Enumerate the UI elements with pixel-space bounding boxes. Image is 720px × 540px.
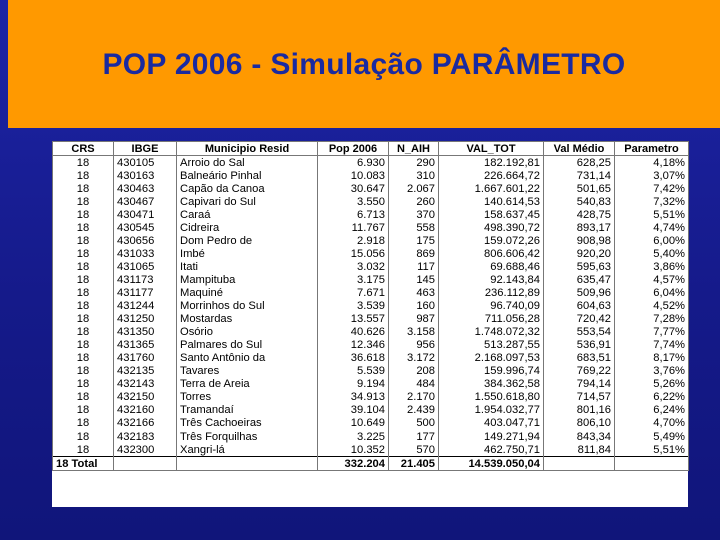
cell-n-aih: 869 bbox=[389, 247, 439, 260]
cell-val-medio: 540,83 bbox=[544, 195, 615, 208]
cell-pop: 10.352 bbox=[318, 443, 389, 457]
table-row bbox=[53, 365, 689, 378]
cell-crs: 18 bbox=[53, 391, 114, 404]
cell-val-tot: 69.688,46 bbox=[439, 260, 544, 273]
cell-ibge: 431350 bbox=[114, 326, 177, 339]
header-pop: Pop 2006 bbox=[318, 142, 389, 156]
cell-municipio: Três Forquilhas bbox=[177, 430, 318, 443]
cell-ibge: 430467 bbox=[114, 195, 177, 208]
cell-ibge: 432183 bbox=[114, 430, 177, 443]
cell-n-aih: 3.158 bbox=[389, 326, 439, 339]
cell-val-medio bbox=[544, 457, 615, 471]
cell-crs: 18 bbox=[53, 430, 114, 443]
cell-municipio: Xangri-lá bbox=[177, 443, 318, 457]
header-municipio: Municipio Resid bbox=[177, 142, 318, 156]
cell-n-aih: 558 bbox=[389, 221, 439, 234]
cell-crs: 18 bbox=[53, 417, 114, 430]
table-row bbox=[53, 234, 689, 247]
cell-val-medio: 843,34 bbox=[544, 430, 615, 443]
cell-pop: 3.550 bbox=[318, 195, 389, 208]
cell-municipio bbox=[177, 457, 318, 471]
cell-val-medio: 683,51 bbox=[544, 352, 615, 365]
cell-parametro: 5,40% bbox=[615, 247, 689, 260]
cell-crs: 18 bbox=[53, 404, 114, 417]
cell-val-tot: 462.750,71 bbox=[439, 443, 544, 457]
cell-val-medio: 509,96 bbox=[544, 286, 615, 299]
cell-pop: 2.918 bbox=[318, 234, 389, 247]
table-row bbox=[53, 443, 689, 457]
cell-val-tot: 1.550.618,80 bbox=[439, 391, 544, 404]
cell-n-aih: 117 bbox=[389, 260, 439, 273]
cell-n-aih: 370 bbox=[389, 208, 439, 221]
cell-municipio: Capivari do Sul bbox=[177, 195, 318, 208]
cell-parametro: 6,04% bbox=[615, 286, 689, 299]
cell-pop: 3.175 bbox=[318, 273, 389, 286]
cell-n-aih: 21.405 bbox=[389, 457, 439, 471]
cell-n-aih: 500 bbox=[389, 417, 439, 430]
cell-crs: 18 bbox=[53, 352, 114, 365]
header-parametro: Parametro bbox=[615, 142, 689, 156]
cell-crs: 18 bbox=[53, 221, 114, 234]
cell-crs: 18 bbox=[53, 208, 114, 221]
cell-parametro: 7,28% bbox=[615, 313, 689, 326]
cell-ibge: 431250 bbox=[114, 313, 177, 326]
cell-parametro: 7,77% bbox=[615, 326, 689, 339]
cell-n-aih: 570 bbox=[389, 443, 439, 457]
header-ibge: IBGE bbox=[114, 142, 177, 156]
cell-ibge: 431033 bbox=[114, 247, 177, 260]
slide-title: POP 2006 - Simulação PARÂMETRO bbox=[102, 48, 626, 81]
cell-ibge: 431065 bbox=[114, 260, 177, 273]
cell-municipio: Imbé bbox=[177, 247, 318, 260]
table-row bbox=[53, 273, 689, 286]
cell-val-tot: 403.047,71 bbox=[439, 417, 544, 430]
population-table bbox=[52, 141, 689, 471]
table-row bbox=[53, 221, 689, 234]
cell-pop: 30.647 bbox=[318, 182, 389, 195]
cell-municipio: Caraá bbox=[177, 208, 318, 221]
cell-crs: 18 bbox=[53, 378, 114, 391]
cell-n-aih: 160 bbox=[389, 300, 439, 313]
cell-val-medio: 769,22 bbox=[544, 365, 615, 378]
table-row bbox=[53, 404, 689, 417]
cell-val-medio: 893,17 bbox=[544, 221, 615, 234]
cell-val-tot: 14.539.050,04 bbox=[439, 457, 544, 471]
cell-crs: 18 bbox=[53, 326, 114, 339]
total-label: 18 Total bbox=[53, 457, 114, 471]
cell-pop: 34.913 bbox=[318, 391, 389, 404]
cell-val-medio: 801,16 bbox=[544, 404, 615, 417]
cell-val-tot: 159.996,74 bbox=[439, 365, 544, 378]
cell-val-tot: 226.664,72 bbox=[439, 169, 544, 182]
cell-n-aih: 2.170 bbox=[389, 391, 439, 404]
cell-val-medio: 501,65 bbox=[544, 182, 615, 195]
cell-municipio: Balneário Pinhal bbox=[177, 169, 318, 182]
cell-parametro: 8,17% bbox=[615, 352, 689, 365]
cell-municipio: Itati bbox=[177, 260, 318, 273]
cell-n-aih: 2.439 bbox=[389, 404, 439, 417]
cell-val-tot: 1.748.072,32 bbox=[439, 326, 544, 339]
cell-n-aih: 145 bbox=[389, 273, 439, 286]
cell-pop: 36.618 bbox=[318, 352, 389, 365]
cell-val-tot: 513.287,55 bbox=[439, 339, 544, 352]
cell-ibge: 431365 bbox=[114, 339, 177, 352]
cell-municipio: Arroio do Sal bbox=[177, 156, 318, 170]
cell-ibge: 432166 bbox=[114, 417, 177, 430]
cell-ibge: 430471 bbox=[114, 208, 177, 221]
cell-ibge: 430105 bbox=[114, 156, 177, 170]
cell-val-tot: 140.614,53 bbox=[439, 195, 544, 208]
cell-pop: 10.649 bbox=[318, 417, 389, 430]
cell-crs: 18 bbox=[53, 365, 114, 378]
title-banner bbox=[8, 0, 720, 128]
cell-crs: 18 bbox=[53, 286, 114, 299]
cell-parametro: 5,51% bbox=[615, 443, 689, 457]
table-row bbox=[53, 430, 689, 443]
cell-parametro: 4,57% bbox=[615, 273, 689, 286]
table-row bbox=[53, 156, 689, 170]
cell-val-medio: 553,54 bbox=[544, 326, 615, 339]
cell-ibge: 432143 bbox=[114, 378, 177, 391]
cell-crs: 18 bbox=[53, 247, 114, 260]
cell-municipio: Cidreira bbox=[177, 221, 318, 234]
cell-municipio: Dom Pedro de bbox=[177, 234, 318, 247]
header-n-aih: N_AIH bbox=[389, 142, 439, 156]
table-row bbox=[53, 326, 689, 339]
cell-n-aih: 3.172 bbox=[389, 352, 439, 365]
cell-val-medio: 794,14 bbox=[544, 378, 615, 391]
cell-n-aih: 260 bbox=[389, 195, 439, 208]
cell-crs: 18 bbox=[53, 169, 114, 182]
cell-val-tot: 92.143,84 bbox=[439, 273, 544, 286]
cell-val-medio: 635,47 bbox=[544, 273, 615, 286]
cell-crs: 18 bbox=[53, 339, 114, 352]
cell-pop: 11.767 bbox=[318, 221, 389, 234]
cell-val-medio: 595,63 bbox=[544, 260, 615, 273]
cell-pop: 12.346 bbox=[318, 339, 389, 352]
cell-val-tot: 806.606,42 bbox=[439, 247, 544, 260]
cell-ibge: 431177 bbox=[114, 286, 177, 299]
cell-val-tot: 498.390,72 bbox=[439, 221, 544, 234]
cell-municipio: Maquiné bbox=[177, 286, 318, 299]
cell-n-aih: 2.067 bbox=[389, 182, 439, 195]
cell-parametro: 7,42% bbox=[615, 182, 689, 195]
cell-val-medio: 428,75 bbox=[544, 208, 615, 221]
cell-val-medio: 806,10 bbox=[544, 417, 615, 430]
cell-crs: 18 bbox=[53, 313, 114, 326]
cell-n-aih: 463 bbox=[389, 286, 439, 299]
cell-val-tot: 159.072,26 bbox=[439, 234, 544, 247]
cell-crs: 18 bbox=[53, 260, 114, 273]
table-row bbox=[53, 300, 689, 313]
table-row bbox=[53, 208, 689, 221]
cell-ibge: 430545 bbox=[114, 221, 177, 234]
table-row bbox=[53, 313, 689, 326]
cell-val-tot: 149.271,94 bbox=[439, 430, 544, 443]
cell-crs: 18 bbox=[53, 443, 114, 457]
cell-pop: 3.225 bbox=[318, 430, 389, 443]
cell-parametro: 6,24% bbox=[615, 404, 689, 417]
cell-ibge: 432300 bbox=[114, 443, 177, 457]
cell-ibge: 431244 bbox=[114, 300, 177, 313]
cell-pop: 3.539 bbox=[318, 300, 389, 313]
total-row bbox=[53, 457, 689, 471]
cell-ibge bbox=[114, 457, 177, 471]
table-row bbox=[53, 247, 689, 260]
table-row bbox=[53, 286, 689, 299]
cell-municipio: Três Cachoeiras bbox=[177, 417, 318, 430]
table-row bbox=[53, 352, 689, 365]
cell-val-medio: 920,20 bbox=[544, 247, 615, 260]
table-row bbox=[53, 195, 689, 208]
cell-parametro: 5,49% bbox=[615, 430, 689, 443]
cell-ibge: 431760 bbox=[114, 352, 177, 365]
cell-parametro: 4,18% bbox=[615, 156, 689, 170]
cell-ibge: 430163 bbox=[114, 169, 177, 182]
cell-n-aih: 310 bbox=[389, 169, 439, 182]
cell-ibge: 432150 bbox=[114, 391, 177, 404]
cell-parametro: 6,22% bbox=[615, 391, 689, 404]
cell-pop: 5.539 bbox=[318, 365, 389, 378]
cell-ibge: 432135 bbox=[114, 365, 177, 378]
cell-pop: 39.104 bbox=[318, 404, 389, 417]
cell-parametro: 5,51% bbox=[615, 208, 689, 221]
cell-val-medio: 720,42 bbox=[544, 313, 615, 326]
cell-pop: 13.557 bbox=[318, 313, 389, 326]
cell-n-aih: 956 bbox=[389, 339, 439, 352]
cell-parametro: 7,32% bbox=[615, 195, 689, 208]
cell-pop: 6.930 bbox=[318, 156, 389, 170]
cell-municipio: Santo Antônio da bbox=[177, 352, 318, 365]
cell-val-medio: 628,25 bbox=[544, 156, 615, 170]
table-row bbox=[53, 169, 689, 182]
cell-municipio: Mampituba bbox=[177, 273, 318, 286]
cell-municipio: Tavares bbox=[177, 365, 318, 378]
cell-val-tot: 1.954.032,77 bbox=[439, 404, 544, 417]
cell-crs: 18 bbox=[53, 182, 114, 195]
cell-pop: 6.713 bbox=[318, 208, 389, 221]
cell-pop: 3.032 bbox=[318, 260, 389, 273]
cell-n-aih: 484 bbox=[389, 378, 439, 391]
cell-parametro: 4,70% bbox=[615, 417, 689, 430]
cell-parametro: 3,76% bbox=[615, 365, 689, 378]
cell-municipio: Palmares do Sul bbox=[177, 339, 318, 352]
cell-n-aih: 175 bbox=[389, 234, 439, 247]
header-crs: CRS bbox=[53, 142, 114, 156]
cell-ibge: 432160 bbox=[114, 404, 177, 417]
table-row bbox=[53, 417, 689, 430]
header-val-medio: Val Médio bbox=[544, 142, 615, 156]
cell-parametro: 3,07% bbox=[615, 169, 689, 182]
cell-val-tot: 158.637,45 bbox=[439, 208, 544, 221]
cell-municipio: Morrinhos do Sul bbox=[177, 300, 318, 313]
cell-val-tot: 384.362,58 bbox=[439, 378, 544, 391]
cell-municipio: Osório bbox=[177, 326, 318, 339]
cell-pop: 40.626 bbox=[318, 326, 389, 339]
cell-n-aih: 290 bbox=[389, 156, 439, 170]
cell-municipio: Mostardas bbox=[177, 313, 318, 326]
cell-ibge: 430656 bbox=[114, 234, 177, 247]
cell-val-tot: 1.667.601,22 bbox=[439, 182, 544, 195]
cell-parametro: 7,74% bbox=[615, 339, 689, 352]
cell-pop: 10.083 bbox=[318, 169, 389, 182]
cell-pop: 7.671 bbox=[318, 286, 389, 299]
cell-val-medio: 731,14 bbox=[544, 169, 615, 182]
cell-pop: 15.056 bbox=[318, 247, 389, 260]
cell-val-tot: 96.740,09 bbox=[439, 300, 544, 313]
header-val-tot: VAL_TOT bbox=[439, 142, 544, 156]
cell-n-aih: 208 bbox=[389, 365, 439, 378]
data-table-container bbox=[52, 141, 688, 507]
cell-val-medio: 536,91 bbox=[544, 339, 615, 352]
table-row bbox=[53, 339, 689, 352]
cell-val-tot: 711.056,28 bbox=[439, 313, 544, 326]
cell-ibge: 430463 bbox=[114, 182, 177, 195]
table-row bbox=[53, 260, 689, 273]
cell-municipio: Torres bbox=[177, 391, 318, 404]
cell-val-tot: 182.192,81 bbox=[439, 156, 544, 170]
cell-val-medio: 811,84 bbox=[544, 443, 615, 457]
cell-parametro: 6,00% bbox=[615, 234, 689, 247]
cell-municipio: Tramandaí bbox=[177, 404, 318, 417]
cell-n-aih: 987 bbox=[389, 313, 439, 326]
cell-parametro: 4,52% bbox=[615, 300, 689, 313]
cell-n-aih: 177 bbox=[389, 430, 439, 443]
cell-parametro: 5,26% bbox=[615, 378, 689, 391]
cell-municipio: Terra de Areia bbox=[177, 378, 318, 391]
cell-pop: 332.204 bbox=[318, 457, 389, 471]
cell-val-tot: 2.168.097,53 bbox=[439, 352, 544, 365]
cell-crs: 18 bbox=[53, 273, 114, 286]
cell-crs: 18 bbox=[53, 300, 114, 313]
table-row bbox=[53, 391, 689, 404]
cell-parametro: 4,74% bbox=[615, 221, 689, 234]
cell-crs: 18 bbox=[53, 156, 114, 170]
cell-pop: 9.194 bbox=[318, 378, 389, 391]
table-row bbox=[53, 378, 689, 391]
cell-ibge: 431173 bbox=[114, 273, 177, 286]
table-row bbox=[53, 182, 689, 195]
table-header-row bbox=[53, 142, 689, 156]
cell-val-medio: 714,57 bbox=[544, 391, 615, 404]
cell-val-tot: 236.112,89 bbox=[439, 286, 544, 299]
cell-parametro: 3,86% bbox=[615, 260, 689, 273]
cell-val-medio: 908,98 bbox=[544, 234, 615, 247]
cell-crs: 18 bbox=[53, 195, 114, 208]
cell-municipio: Capão da Canoa bbox=[177, 182, 318, 195]
cell-val-medio: 604,63 bbox=[544, 300, 615, 313]
cell-parametro bbox=[615, 457, 689, 471]
cell-crs: 18 bbox=[53, 234, 114, 247]
